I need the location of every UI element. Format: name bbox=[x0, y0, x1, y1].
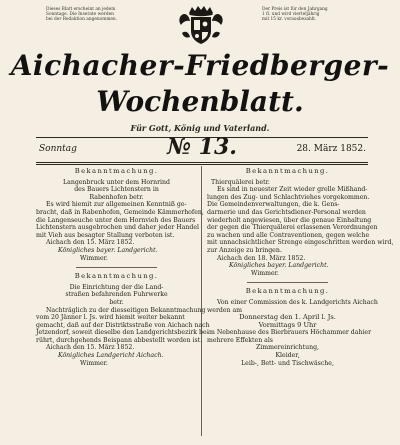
notice-text: mit Vieh aus besagter Stallung verboten ist. bbox=[36, 231, 175, 239]
notice-text: rührt, durchgehends Beispann abbestellt worden ist. bbox=[36, 336, 203, 344]
masthead-subtitle: Wochenblatt. bbox=[96, 85, 304, 118]
notice-heading: Bekanntmachung. bbox=[74, 272, 159, 281]
notice-subject: straßen befahrenden Fuhrwerke bbox=[65, 291, 168, 299]
notice-subject: Langenbruck unter dem Hornrind bbox=[63, 178, 170, 186]
notice-text: mit unnachsichtlicher Strenge eingeschritten werden wird, bbox=[207, 239, 394, 247]
masthead-motto: Für Gott, König und Vaterland. bbox=[130, 123, 270, 133]
notice-heading: Bekanntmachung. bbox=[74, 167, 159, 175]
notice-signer: Wimmer. bbox=[80, 254, 108, 262]
notice-dateline: Aichach den 15. März 1852. bbox=[46, 239, 135, 247]
notice-text: lungen des Zug- und Schlachtviehes vorgekommen. bbox=[207, 193, 370, 201]
notice-line: bei der Redaktion angenommen. bbox=[46, 17, 118, 23]
auction-item: Kleider, bbox=[275, 352, 300, 360]
notice-text: Es sind in neuester Zeit wieder grelle Mißhand- bbox=[217, 186, 368, 194]
notice-text: zu wachen und alle Contraventionen, gegen welche bbox=[207, 231, 370, 239]
notice-text: werden am bbox=[207, 306, 243, 314]
notice-text: im Nebenhause des Bierbrauers Höchammer dahier bbox=[207, 329, 372, 337]
notice-text: vom 20 Jänner l. Js. wird hiemit weiter bekannt bbox=[36, 314, 185, 322]
divider bbox=[36, 164, 368, 165]
notice-text: wiederholt angewiesen, über die genaue Einhaltung bbox=[207, 216, 372, 224]
notice-signature: Königliches Landgericht Aichach. bbox=[58, 352, 164, 360]
issue-day: Sonntag bbox=[39, 144, 77, 154]
left-column bbox=[36, 167, 210, 367]
notice-heading: Bekanntmachung. bbox=[245, 287, 330, 296]
subscription-notice-left bbox=[46, 7, 150, 23]
subscription-notice-right bbox=[262, 7, 366, 23]
notice-text: Lichtenstern ausgebrochen und daher jeder Handel bbox=[36, 224, 200, 232]
notice-subject: betr. bbox=[109, 298, 124, 306]
notice-subject: Rabenhofen betr. bbox=[89, 193, 144, 201]
notice-separator bbox=[76, 267, 157, 268]
notice-text: der gegen die Thierquälerei erlassenen Verordnungen bbox=[207, 224, 378, 232]
notice-signature: Königliches bayer. Landgericht. bbox=[58, 246, 158, 254]
notice-text: bracht, daß in Rabenhofen, Gemeinde Kämmerhofen, bbox=[36, 208, 204, 216]
notice-dateline: Aichach den 15. März 1852. bbox=[46, 344, 135, 352]
right-column bbox=[207, 167, 394, 367]
notice-heading: Bekanntmachung. bbox=[245, 167, 330, 175]
notice-dateline: Aichach den 18. März 1852. bbox=[217, 254, 306, 262]
notice-text: zur Anzeige zu bringen. bbox=[207, 246, 282, 254]
notice-text: Die Gemeindenverwaltungen, die k. Gens- bbox=[207, 201, 340, 209]
notice-text: gemacht, daß auf der Distriktsstraße von Aichach nach bbox=[36, 321, 210, 329]
notice-line: Sonntage. Die Inserate werden bbox=[46, 12, 114, 18]
notice-text: darmerie und das Gerichtsdiener-Personal werden bbox=[207, 208, 366, 216]
issue-number: № 13. bbox=[167, 134, 237, 160]
column-divider bbox=[201, 166, 202, 436]
notice-line: Der Preis ist für den Jahrgang bbox=[262, 7, 328, 12]
issue-date: 28. März 1852. bbox=[296, 144, 366, 154]
notice-signer: Wimmer. bbox=[251, 269, 279, 277]
notice-text: Es wird hiemit zur allgemeinen Kenntniß ge- bbox=[46, 201, 187, 209]
auction-date: Donnerstag den 1. April l. Js. bbox=[239, 313, 336, 322]
auction-time: Vormittags 9 Uhr bbox=[258, 320, 317, 329]
notice-text: Nachträglich zu der diesseitigen Bekanntmachung bbox=[46, 306, 206, 314]
dateline bbox=[36, 134, 368, 160]
notice-subject: des Bauers Lichtenstern in bbox=[74, 186, 159, 194]
notice-signature: Königliches bayer. Landgericht. bbox=[229, 262, 329, 270]
notice-line: Dieses Blatt erscheint an jedem bbox=[46, 7, 116, 12]
notice-line: mit 15 kr. vorausbezahlt. bbox=[262, 17, 317, 23]
notice-separator bbox=[247, 282, 328, 283]
notice-signer: Wimmer. bbox=[80, 359, 108, 367]
divider bbox=[36, 162, 368, 163]
coat-of-arms-icon bbox=[176, 3, 226, 47]
masthead-title: Aichacher-Friedberger- bbox=[10, 49, 390, 82]
notice-text: mehrere Effekten als bbox=[207, 336, 273, 344]
auction-item: Zimmereinrichtung, bbox=[255, 344, 320, 352]
notice-text: die Langenseuche unter dem Hornvieh des Bauers bbox=[36, 216, 196, 224]
notice-line: 1 fl. und wird vierteljährig bbox=[262, 12, 320, 18]
notice-subject: Die Einrichtung der die Land- bbox=[69, 283, 164, 291]
notice-text: Von einer Commission des k. Landgerichts Aichach bbox=[217, 298, 378, 306]
notice-text: Jetzendorf, soweit dieselbe den Landgerichtsbezirk be- bbox=[36, 329, 209, 337]
auction-item: Leib-, Bett- und Tischwäsche, bbox=[241, 359, 334, 367]
notice-subject: Thierquälerei betr. bbox=[211, 178, 270, 186]
